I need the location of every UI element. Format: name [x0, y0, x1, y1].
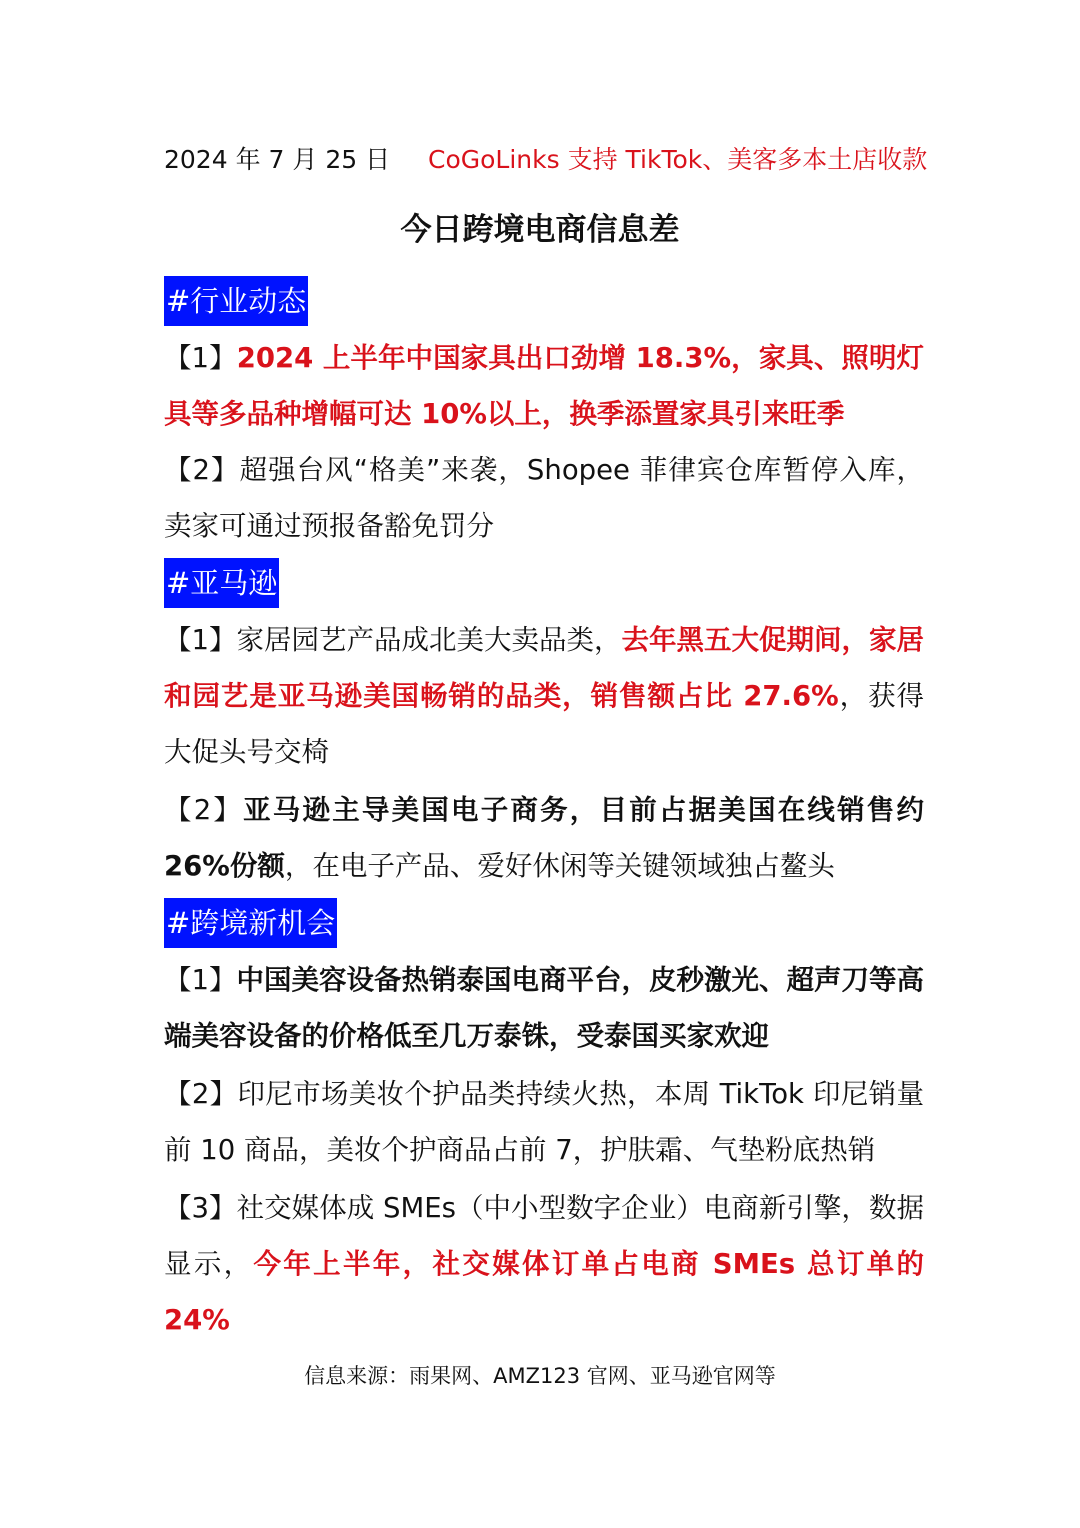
header-date: 2024 年 7 月 25 日: [164, 145, 391, 174]
item-bold-text: 亚马逊主导美国电子商务，目前占据美国在线销售约 26%份额: [164, 794, 925, 882]
item-text: ，获得大促头号交椅: [164, 680, 925, 768]
section-tag-amazon: #亚马逊: [164, 558, 279, 608]
item-text: 印尼市场美妆个护品类持续火热，本周 TikTok 印尼销量前 10 商品，美妆个护商品占前 7，护肤霜、气垫粉底热销: [164, 1078, 925, 1166]
item-prefix: 【3】: [164, 1192, 237, 1224]
item-prefix: 【2】: [164, 454, 240, 486]
news-item: [164, 330, 924, 442]
news-item: [164, 442, 924, 554]
header-row: [164, 142, 928, 178]
news-item: [164, 782, 924, 894]
page-title: 今日跨境电商信息差: [400, 212, 680, 248]
news-item: [164, 1180, 924, 1348]
source-footer: 信息来源：雨果网、AMZ123 官网、亚马逊官网等: [304, 1364, 776, 1388]
news-item: [164, 1066, 924, 1178]
item-text: ，在电子产品、爱好休闲等关键领域独占鳌头: [284, 850, 835, 882]
item-text: 超强台风“格美”来袭，Shopee 菲律宾仓库暂停入库，卖家可通过预报备豁免罚分: [164, 454, 924, 542]
news-item: [164, 612, 924, 780]
item-prefix: 【1】: [164, 624, 237, 656]
item-prefix: 【2】: [164, 794, 244, 826]
section-tag-industry: #行业动态: [164, 276, 308, 326]
item-prefix: 【1】: [164, 342, 237, 374]
item-highlight-text: 去年黑五大促期间，家居和园艺是亚马逊美国畅销的品类，销售额占比 27.6%: [164, 624, 924, 712]
item-text: 家居园艺产品成北美大卖品类，: [236, 624, 622, 656]
item-text: 社交媒体成 SMEs（中小型数字企业）电商新引擎，数据显示，: [164, 1192, 924, 1280]
item-highlight-text: 2024 上半年中国家具出口劲增 18.3%，家具、照明灯具等多品种增幅可达 10%以上，换季添置家具引来旺季: [164, 342, 924, 430]
header-sponsor: CoGoLinks 支持 TikTok、美客多本土店收款: [428, 145, 928, 174]
section-tag-opportunity: #跨境新机会: [164, 898, 337, 948]
item-prefix: 【2】: [164, 1078, 238, 1110]
item-highlight-text: 今年上半年，社交媒体订单占电商 SMEs 总订单的 24%: [164, 1248, 924, 1336]
item-prefix: 【1】: [164, 964, 237, 996]
item-bold-text: 中国美容设备热销泰国电商平台，皮秒激光、超声刀等高端美容设备的价格低至几万泰铢，受泰国买家欢迎: [164, 964, 924, 1052]
news-item: [164, 952, 924, 1064]
